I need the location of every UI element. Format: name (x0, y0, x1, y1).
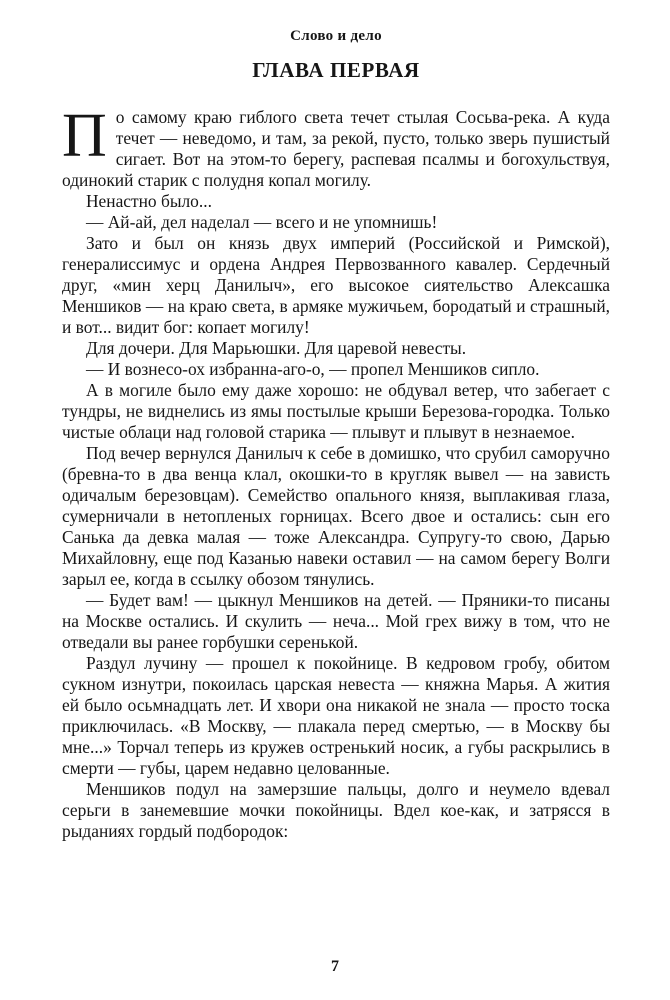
paragraph: — Ай-ай, дел наделал — всего и не упомнишь! (86, 212, 438, 232)
paragraph: Меншиков подул на замерзшие пальцы, долго и неумело вдевал серьги в занемевшие мочки покойницы. Вдел кое-как, и затрясся в рыданиях гордый подбородок: (62, 779, 610, 841)
paragraph-text: о самому краю гиблого света течет стылая Сосьва-река. А куда течет — неведомо, и там, за рекой, пусто, только зверь пушистый сигает. Вот на этом-то берегу, распевая псалмы и богохульствуя, одинокий старик с полудня копал могилу. (62, 107, 610, 190)
paragraph: Раздул лучину — прошел к покойнице. В кедровом гробу, обитом сукном изнутри, покоилась царская невеста — княжна Марья. А жития ей было осьмнадцать лет. И хвори она никакой не знала — просто тоска приключилась. «В Москву, — плакала перед смертью, — в Москву бы мне...» Торчал теперь из кружев остренький носик, а губы раскрылись в смерти — губы, царем недавно целованные. (62, 653, 610, 778)
paragraph: Зато и был он князь двух империй (Российской и Римской), генералиссимус и ордена Андрея Первозванного кавалер. Сердечный друг, «мин херц Данилыч», его высокое сиятельство Алексашка Меншиков — на краю света, в армяке мужичьем, бородатый и страшный, и вот... видит бог: копает могилу! (62, 233, 610, 337)
paragraph: — И вознесо-ох избранна-аго-о, — пропел Меншиков сипло. (86, 359, 540, 379)
paragraph: Под вечер вернулся Данилыч к себе в домишко, что срубил саморучно (бревна-то в два венца клал, окошки-то в кругляк вывел — на зависть одичалым березовцам). Семейство опального князя, выплакивая глаза, сумерничали в нетопленых горницах. Всего двое и остались: сын его Санька да девка малая — тоже Александра. Супругу-то свою, Дарью Михайловну, еще под Казанью навеки оставил — на самом берегу Волги зарыл ее, когда в ссылку обозом тянулись. (62, 443, 610, 589)
paragraph: Ненастно было... (86, 191, 212, 211)
paragraph (62, 102, 610, 191)
chapter-title: ГЛАВА ПЕРВАЯ (252, 58, 420, 82)
drop-cap: П (62, 102, 107, 170)
page-number: 7 (331, 958, 339, 975)
paragraph: — Будет вам! — цыкнул Меншиков на детей. — Пряники-то писаны на Москве остались. И скулить — неча... Мой грех вижу в том, что не отведали вы ранее горбушки серенькой. (62, 590, 610, 652)
paragraph: А в могиле было ему даже хорошо: не обдувал ветер, что забегает с тундры, не виднелись из ямы постылые крыши Березова-городка. Только чистые облаци над головой старика — плывут и плывут в незнаемое. (62, 380, 610, 442)
body-text (62, 102, 610, 842)
running-header: Слово и дело (290, 28, 382, 44)
paragraph: Для дочери. Для Марьюшки. Для царевой невесты. (86, 338, 467, 358)
